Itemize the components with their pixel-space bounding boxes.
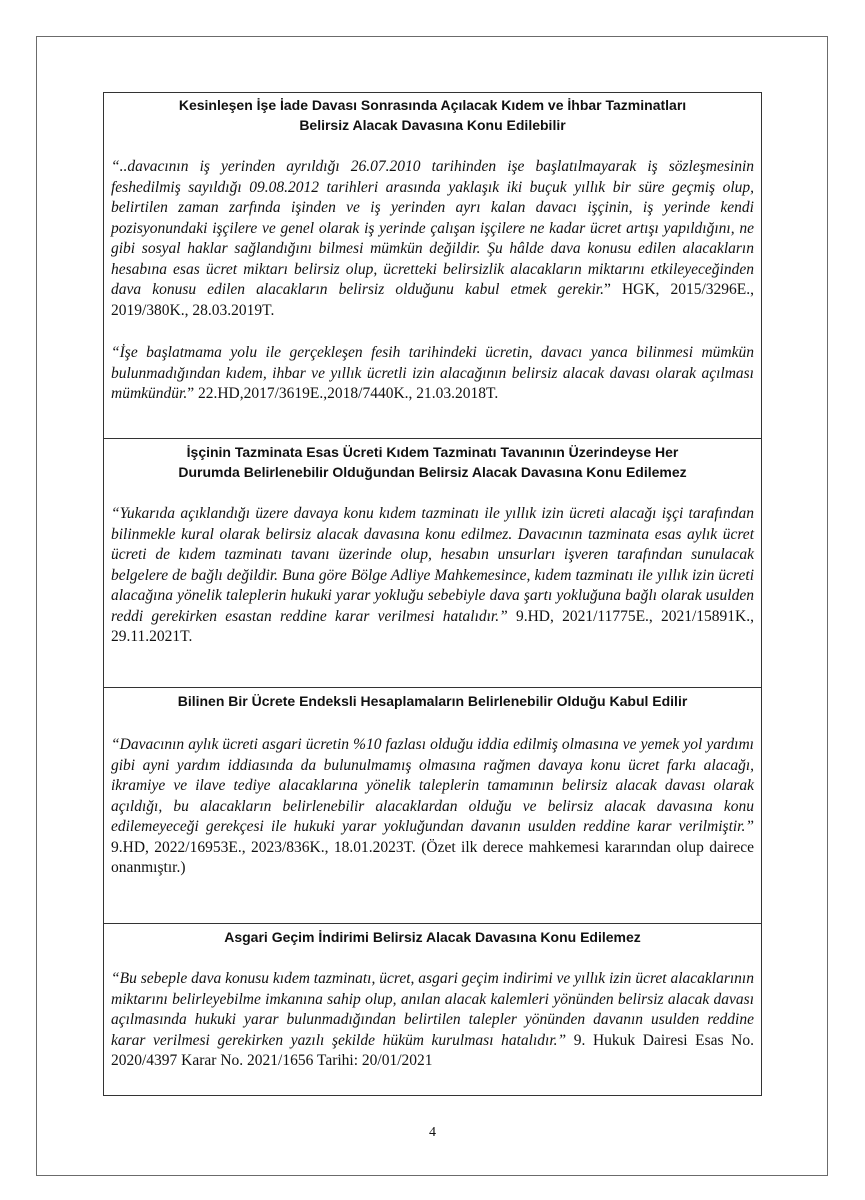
quote-paragraph: “Yukarıda açıklandığı üzere davaya konu kıdem tazminatı ile yıllık izin ücreti alacağı işçi tarafından bilinmekle kural olarak belirsiz alacak davasına konu edilmez. Davacının tazminata esas aylık ücret ücreti de kıdem tazminatı tavanı üzerinde olup, hesabın unsurları işveren tarafından sunulacak belgelere de bağlı değildir. Buna göre Bölge Adliye Mahkemesince, kıdem tazminatı ile yıllık izin ücreti alacağına yönelik taleplerin hukuki yarar yokluğu sebebiyle dava şartı yokluğuna bağlı olarak usulden reddi gerekirken esastan reddine karar verilmesi hatalıdır.” 9.HD, 2021/11775E., 2021/15891K., 29.11.2021T. [111, 505, 755, 645]
section-2 [104, 438, 761, 687]
citation: 9.HD, 2022/16953E., 2023/836K., 18.01.2023T. (Özet ilk derece mahkemesi kararından olup dairece onanmıştır.) [111, 838, 754, 876]
quote-paragraph: “..davacının iş yerinden ayrıldığı 26.07.2010 tarihinden işe başlatılmayarak iş sözleşmesinin feshedilmiş sayıldığı 09.08.2012 tarihleri arasında yaklaşık iki buçuk yıllık bir süre geçmiş olup, belirtilen zaman zarfında işinden ve iş yerinden ayrı kalan davacı işçinin, iş yerinde kendi pozisyonundaki işçilere ve genel olarak iş yerinde çalışan işçilere ne kadar ücret artışı yapıldığını, ne gibi sosyal haklar sağlandığını bilmesi mümkün değildir. Şu hâlde dava konusu edilen alacakların hesabına esas ücret miktarı belirsiz olup, ücretteki belirsizlik alacakların miktarını etkileyeceğinden dava konusu edilen alacakların belirsiz olduğunu kabul etmek gerekir.” HGK, 2015/3296E., 2019/380K., 28.03.2019T. [111, 158, 754, 319]
section-3 [104, 687, 761, 923]
case-law-table [103, 92, 762, 1096]
citation: ” 22.HD,2017/3619E.,2018/7440K., 21.03.2018T. [187, 385, 499, 402]
section-heading: Asgari Geçim İndirimi Belirsiz Alacak Davasına Konu Edilemez [224, 929, 641, 945]
section-4 [104, 923, 761, 1095]
quote-paragraph: “Bu sebeple dava konusu kıdem tazminatı, ücret, asgari geçim indirimi ve yıllık izin ücret alacaklarının miktarını belirleyebilme imkanına sahip olup, anılan alacak kalemleri yönünden belirsiz alacak davası açılmasında hukuki yarar bulunmadığından belirtilen talepler yönünden davanın usulden reddine karar verilmesi gerekirken yazılı şekilde hüküm kurulması hatalıdır.” 9. Hukuk Dairesi Esas No. 2020/4397 Karar No. 2021/1656 Tarihi: 20/01/2021 [111, 970, 754, 1069]
page-number: 4 [429, 1125, 436, 1140]
section-heading: Kesinleşen İşe İade Davası Sonrasında Açılacak Kıdem ve İhbar Tazminatları Belirsiz Alacak Davasına Konu Edilebilir [178, 97, 687, 133]
quote-paragraph: “İşe başlatmama yolu ile gerçekleşen fesih tarihindeki ücretin, davacı yanca bilinmesi mümkün bulunmadığından kıdem, ihbar ve yıllık ücretli izin alacağının belirsiz alacak davası olarak açılması mümkündür.” 22.HD,2017/3619E.,2018/7440K., 21.03.2018T. [111, 344, 754, 402]
citation: 9.HD, 2021/11775E., 2021/15891K., 29.11.2021T. [111, 607, 755, 645]
section-heading: İşçinin Tazminata Esas Ücreti Kıdem Tazminatı Tavanının Üzerindeyse Her Durumda Belirlenebilir Olduğundan Belirsiz Alacak Davasına Konu Edilemez [178, 444, 687, 480]
citation: 9. Hukuk Dairesi Esas No. 2020/4397 Karar No. 2021/1656 Tarihi: 20/01/2021 [111, 1031, 754, 1069]
section-heading: Bilinen Bir Ücrete Endeksli Hesaplamaların Belirlenebilir Olduğu Kabul Edilir [177, 693, 688, 709]
quote-paragraph: “Davacının aylık ücreti asgari ücretin %10 fazlası olduğu iddia edilmiş olmasına ve yemek yol yardımı gibi ayni yardım iddiasında da bulunulmamış olmasına rağmen davaya konu ücret farkı alacağı, ikramiye ve ilave tediye alacaklarına yönelik taleplerin tamamının belirsiz alacak davası olarak açıldığı, bu alacakların belirlenebilir alacaklardan olduğu ve belirsiz alacak davasına konu edilemeyeceği gerekçesi ile hukuki yarar yokluğundan davanın usulden reddine karar verilmiştir.” 9.HD, 2022/16953E., 2023/836K., 18.01.2023T. (Özet ilk derece mahkemesi kararından olup dairece onanmıştır.) [111, 736, 754, 876]
citation: ” HGK, 2015/3296E., 2019/380K., 28.03.2019T. [111, 281, 754, 319]
section-1 [104, 93, 761, 438]
